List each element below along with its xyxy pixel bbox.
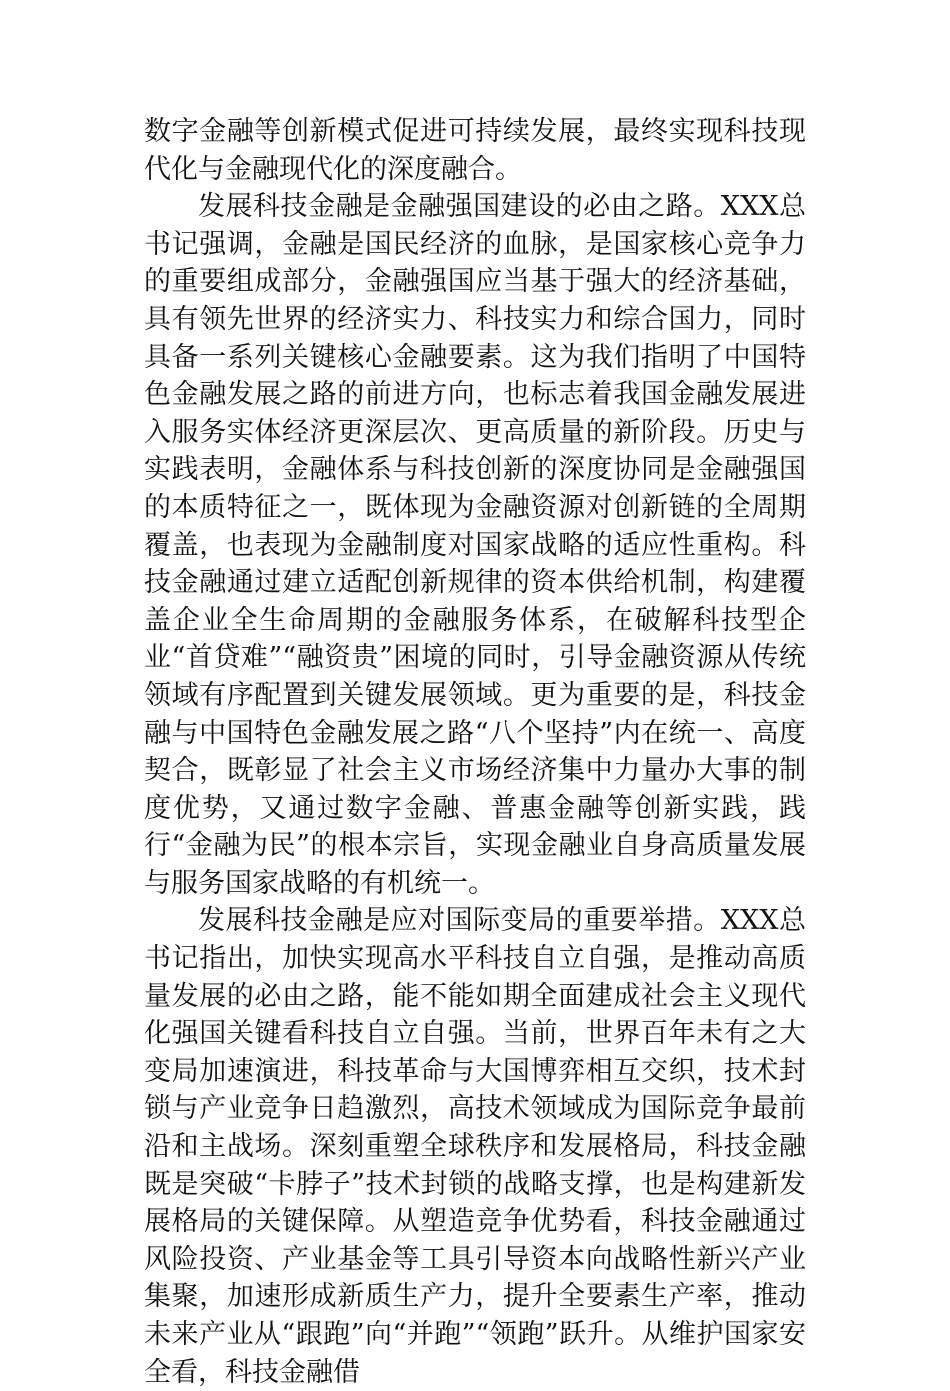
paragraph-financial-power: 发展科技金融是金融强国建设的必由之路。XXX总书记强调，金融是国民经济的血脉，是国家核心竞争力的重要组成部分，金融强国应当基于强大的经济基础，具有领先世界的经济实力、科技实力和综合国力，同时具备一系列关键核心金融要素。这为我们指明了中国特色金融发展之路的前进方向，也标志着我国金融发展进入服务实体经济更深层次、更高质量的新阶段。历史与实践表明，金融体系与科技创新的深度协同是金融强国的本质特征之一，既体现为金融资源对创新链的全周期覆盖，也表现为金融制度对国家战略的适应性重构。科技金融通过建立适配创新规律的资本供给机制，构建覆盖企业全生命周期的金融服务体系，在破解科技型企业“首贷难”“融资贵”困境的同时，引导金融资源从传统领域有序配置到关键发展领域。更为重要的是，科技金融与中国特色金融发展之路“八个坚持”内在统一、高度契合，既彰显了社会主义市场经济集中力量办大事的制度优势，又通过数字金融、普惠金融等创新实践，践行“金融为民”的根本宗旨，实现金融业自身高质量发展与服务国家战略的有机统一。 [144, 191, 806, 899]
body-text [144, 113, 806, 1391]
paragraph-international-change: 发展科技金融是应对国际变局的重要举措。XXX总书记指出，加快实现高水平科技自立自强，是推动高质量发展的必由之路，能不能如期全面建成社会主义现代化强国关键看科技自立自强。当前，世界百年未有之大变局加速演进，科技革命与大国博弈相互交织，技术封锁与产业竞争日趋激烈，高技术领域成为国际竞争最前沿和主战场。深刻重塑全球秩序和发展格局，科技金融既是突破“卡脖子”技术封锁的战略支撑，也是构建新发展格局的关键保障。从塑造竞争优势看，科技金融通过风险投资、产业基金等工具引导资本向战略性新兴产业集聚，加速形成新质生产力，提升全要素生产率，推动未来产业从“跟跑”向“并跑”“领跑”跃升。从维护国家安全看，科技金融借 [144, 905, 806, 1388]
paragraph-continuation: 数字金融等创新模式促进可持续发展，最终实现科技现代化与金融现代化的深度融合。 [144, 116, 806, 185]
